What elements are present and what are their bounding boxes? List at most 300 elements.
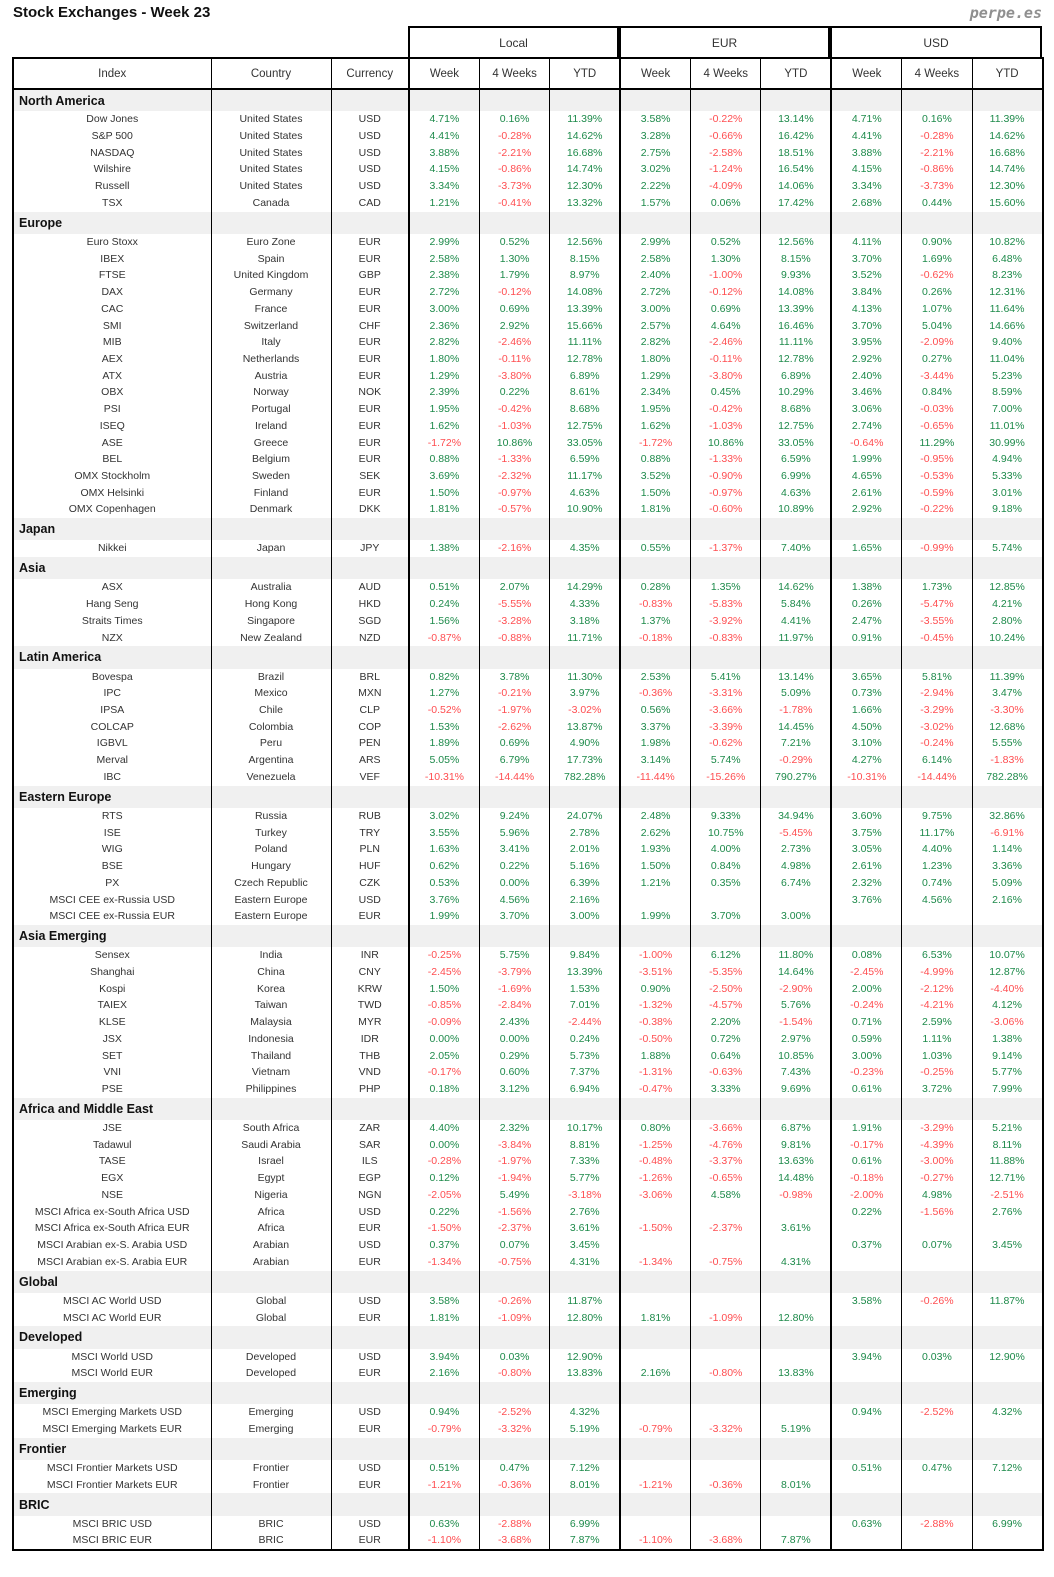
value-cell: 6.39% bbox=[550, 875, 620, 892]
value-cell: 11.87% bbox=[972, 1293, 1042, 1310]
value-cell: 5.81% bbox=[902, 669, 972, 686]
currency-cell: EUR bbox=[331, 1532, 409, 1550]
section-band-cell bbox=[409, 786, 479, 808]
section-band-cell bbox=[620, 925, 690, 947]
value-cell: 8.01% bbox=[550, 1477, 620, 1494]
section-band-cell bbox=[211, 1271, 331, 1293]
value-cell: 1.91% bbox=[831, 1120, 901, 1137]
value-cell bbox=[761, 1404, 831, 1421]
currency-cell: HKD bbox=[331, 596, 409, 613]
value-cell: -3.18% bbox=[550, 1187, 620, 1204]
value-cell: 0.61% bbox=[831, 1081, 901, 1098]
value-cell: 0.91% bbox=[831, 630, 901, 647]
section-band-cell bbox=[972, 1326, 1042, 1348]
currency-cell: MXN bbox=[331, 685, 409, 702]
value-cell bbox=[902, 1421, 972, 1438]
index-cell: NSE bbox=[13, 1187, 211, 1204]
value-cell: 4.50% bbox=[831, 719, 901, 736]
value-cell: 6.79% bbox=[479, 752, 549, 769]
table-row bbox=[13, 1170, 1043, 1187]
table-row bbox=[13, 540, 1043, 557]
value-cell: 1.89% bbox=[409, 735, 479, 752]
value-cell: -2.58% bbox=[691, 145, 761, 162]
country-cell: France bbox=[211, 301, 331, 318]
section-band-cell bbox=[831, 1271, 901, 1293]
value-cell: 11.39% bbox=[972, 669, 1042, 686]
value-cell: 12.85% bbox=[972, 579, 1042, 596]
table-row bbox=[13, 468, 1043, 485]
value-cell: 2.78% bbox=[550, 825, 620, 842]
value-cell: 12.56% bbox=[761, 234, 831, 251]
currency-cell: TWD bbox=[331, 997, 409, 1014]
section-header-row bbox=[13, 1382, 1043, 1404]
value-cell: 0.52% bbox=[691, 234, 761, 251]
table-row bbox=[13, 579, 1043, 596]
section-band-cell bbox=[972, 212, 1042, 234]
value-cell: 8.23% bbox=[972, 267, 1042, 284]
value-cell: -0.52% bbox=[409, 702, 479, 719]
value-cell: 3.47% bbox=[972, 685, 1042, 702]
country-cell: Mexico bbox=[211, 685, 331, 702]
value-cell: 3.70% bbox=[479, 908, 549, 925]
value-cell: -0.87% bbox=[409, 630, 479, 647]
index-cell: Hang Seng bbox=[13, 596, 211, 613]
value-cell: 3.01% bbox=[972, 485, 1042, 502]
value-cell: 8.01% bbox=[761, 1477, 831, 1494]
value-cell: 0.64% bbox=[691, 1048, 761, 1065]
value-cell bbox=[831, 1254, 901, 1271]
table-row bbox=[13, 875, 1043, 892]
section-band-cell bbox=[211, 925, 331, 947]
value-cell: -14.44% bbox=[902, 769, 972, 786]
table-row bbox=[13, 1204, 1043, 1221]
value-cell: 7.33% bbox=[550, 1153, 620, 1170]
value-cell: 0.26% bbox=[902, 284, 972, 301]
country-cell: China bbox=[211, 964, 331, 981]
value-cell: 13.63% bbox=[761, 1153, 831, 1170]
value-cell: 4.32% bbox=[972, 1404, 1042, 1421]
currency-cell: TRY bbox=[331, 825, 409, 842]
value-cell: -0.59% bbox=[902, 485, 972, 502]
country-cell: Philippines bbox=[211, 1081, 331, 1098]
index-cell: NASDAQ bbox=[13, 145, 211, 162]
section-band-cell bbox=[620, 557, 690, 579]
currency-cell: EUR bbox=[331, 401, 409, 418]
value-cell: 3.00% bbox=[550, 908, 620, 925]
section-band-cell bbox=[409, 1098, 479, 1120]
value-cell: -1.26% bbox=[620, 1170, 690, 1187]
country-cell: Singapore bbox=[211, 613, 331, 630]
section-header-row bbox=[13, 212, 1043, 234]
currency-cell: NGN bbox=[331, 1187, 409, 1204]
value-cell: 1.14% bbox=[972, 841, 1042, 858]
value-cell: -0.99% bbox=[902, 540, 972, 557]
value-cell: -2.05% bbox=[409, 1187, 479, 1204]
index-cell: Shanghai bbox=[13, 964, 211, 981]
value-cell: -5.55% bbox=[479, 596, 549, 613]
value-cell: -3.80% bbox=[479, 368, 549, 385]
value-cell: 2.32% bbox=[831, 875, 901, 892]
section-band-cell bbox=[331, 646, 409, 668]
value-cell: 3.46% bbox=[831, 384, 901, 401]
table-row bbox=[13, 719, 1043, 736]
section-band-cell bbox=[409, 1382, 479, 1404]
value-cell: -3.06% bbox=[620, 1187, 690, 1204]
value-cell: 11.64% bbox=[972, 301, 1042, 318]
value-cell: 3.94% bbox=[831, 1349, 901, 1366]
value-cell: 3.18% bbox=[550, 613, 620, 630]
value-cell: -3.32% bbox=[479, 1421, 549, 1438]
table-row bbox=[13, 435, 1043, 452]
value-cell: -3.44% bbox=[902, 368, 972, 385]
value-cell: 11.11% bbox=[761, 334, 831, 351]
table-row bbox=[13, 401, 1043, 418]
country-cell: Turkey bbox=[211, 825, 331, 842]
table-row bbox=[13, 145, 1043, 162]
value-cell: 5.16% bbox=[550, 858, 620, 875]
index-cell: IGBVL bbox=[13, 735, 211, 752]
country-cell: United States bbox=[211, 161, 331, 178]
value-cell bbox=[902, 1532, 972, 1550]
value-cell: 5.41% bbox=[691, 669, 761, 686]
section-band-cell bbox=[620, 89, 690, 111]
index-cell: FTSE bbox=[13, 267, 211, 284]
value-cell bbox=[972, 1477, 1042, 1494]
section-band-cell bbox=[620, 1326, 690, 1348]
value-cell: -3.37% bbox=[691, 1153, 761, 1170]
currency-cell: EUR bbox=[331, 368, 409, 385]
country-cell: Emerging bbox=[211, 1404, 331, 1421]
value-cell: -0.11% bbox=[479, 351, 549, 368]
value-cell: 0.45% bbox=[691, 384, 761, 401]
value-cell: 4.71% bbox=[831, 111, 901, 128]
value-cell: 9.75% bbox=[902, 808, 972, 825]
value-cell: 0.00% bbox=[409, 1031, 479, 1048]
table-row bbox=[13, 630, 1043, 647]
value-cell: 7.12% bbox=[972, 1460, 1042, 1477]
value-cell: 4.31% bbox=[761, 1254, 831, 1271]
value-cell: 3.33% bbox=[691, 1081, 761, 1098]
value-cell: -2.45% bbox=[409, 964, 479, 981]
section-band-cell bbox=[331, 1493, 409, 1515]
value-cell: 2.43% bbox=[479, 1014, 549, 1031]
value-cell: -0.24% bbox=[902, 735, 972, 752]
section-band-cell bbox=[409, 518, 479, 540]
value-cell: 13.39% bbox=[550, 301, 620, 318]
section-band-cell bbox=[831, 786, 901, 808]
currency-cell: USD bbox=[331, 1349, 409, 1366]
value-cell: 14.64% bbox=[761, 964, 831, 981]
value-cell: -0.64% bbox=[831, 435, 901, 452]
value-cell: 790.27% bbox=[761, 769, 831, 786]
section-band-cell bbox=[831, 925, 901, 947]
table-row bbox=[13, 908, 1043, 925]
value-cell: 0.69% bbox=[479, 735, 549, 752]
index-cell: MSCI Emerging Markets EUR bbox=[13, 1421, 211, 1438]
value-cell: 4.21% bbox=[972, 596, 1042, 613]
value-cell: 2.58% bbox=[620, 251, 690, 268]
section-band-cell bbox=[761, 1326, 831, 1348]
section-band-cell bbox=[761, 1098, 831, 1120]
col-header-eur-week: Week bbox=[620, 58, 690, 89]
value-cell: 4.58% bbox=[691, 1187, 761, 1204]
value-cell: -0.95% bbox=[902, 451, 972, 468]
value-cell: 7.87% bbox=[761, 1532, 831, 1550]
section-band-cell bbox=[550, 1098, 620, 1120]
currency-cell: USD bbox=[331, 1404, 409, 1421]
value-cell: 0.47% bbox=[479, 1460, 549, 1477]
section-header-row bbox=[13, 1438, 1043, 1460]
value-cell: -4.57% bbox=[691, 997, 761, 1014]
value-cell: 12.90% bbox=[550, 1349, 620, 1366]
country-cell: Developed bbox=[211, 1349, 331, 1366]
value-cell: 3.12% bbox=[479, 1081, 549, 1098]
value-cell: 1.57% bbox=[620, 195, 690, 212]
value-cell: 8.97% bbox=[550, 267, 620, 284]
value-cell: 12.30% bbox=[972, 178, 1042, 195]
value-cell: -0.83% bbox=[620, 596, 690, 613]
value-cell: -1.03% bbox=[479, 418, 549, 435]
value-cell: 9.84% bbox=[550, 947, 620, 964]
value-cell: 0.03% bbox=[902, 1349, 972, 1366]
value-cell bbox=[972, 908, 1042, 925]
section-band-cell bbox=[409, 557, 479, 579]
currency-cell: HUF bbox=[331, 858, 409, 875]
section-band-cell bbox=[761, 1382, 831, 1404]
value-cell: 10.07% bbox=[972, 947, 1042, 964]
value-cell: 13.32% bbox=[550, 195, 620, 212]
value-cell: 6.59% bbox=[550, 451, 620, 468]
value-cell: 4.41% bbox=[831, 128, 901, 145]
index-cell: PX bbox=[13, 875, 211, 892]
value-cell: -4.99% bbox=[902, 964, 972, 981]
value-cell: 6.59% bbox=[761, 451, 831, 468]
value-cell: 0.28% bbox=[620, 579, 690, 596]
table-row bbox=[13, 485, 1043, 502]
table-row bbox=[13, 1187, 1043, 1204]
index-cell: PSE bbox=[13, 1081, 211, 1098]
country-cell: Nigeria bbox=[211, 1187, 331, 1204]
value-cell: 12.87% bbox=[972, 964, 1042, 981]
section-band-cell bbox=[902, 1271, 972, 1293]
value-cell: 0.59% bbox=[831, 1031, 901, 1048]
value-cell: 5.77% bbox=[972, 1064, 1042, 1081]
value-cell: -3.68% bbox=[479, 1532, 549, 1550]
value-cell: 1.07% bbox=[902, 301, 972, 318]
table-row bbox=[13, 1477, 1043, 1494]
value-cell: 0.26% bbox=[831, 596, 901, 613]
section-band-cell bbox=[620, 1098, 690, 1120]
value-cell: 3.97% bbox=[550, 685, 620, 702]
index-cell: ASX bbox=[13, 579, 211, 596]
value-cell bbox=[902, 908, 972, 925]
value-cell: 3.58% bbox=[831, 1293, 901, 1310]
section-label: Asia bbox=[13, 557, 211, 579]
section-label: North America bbox=[13, 89, 211, 111]
value-cell: 3.84% bbox=[831, 284, 901, 301]
value-cell: 0.27% bbox=[902, 351, 972, 368]
section-band-cell bbox=[331, 1382, 409, 1404]
currency-cell: NZD bbox=[331, 630, 409, 647]
value-cell: 1.21% bbox=[620, 875, 690, 892]
value-cell: 2.36% bbox=[409, 318, 479, 335]
value-cell: 0.55% bbox=[620, 540, 690, 557]
section-band-cell bbox=[691, 518, 761, 540]
currency-cell: COP bbox=[331, 719, 409, 736]
value-cell: -2.37% bbox=[479, 1220, 549, 1237]
table-row bbox=[13, 1365, 1043, 1382]
value-cell: 0.47% bbox=[902, 1460, 972, 1477]
value-cell bbox=[620, 1404, 690, 1421]
value-cell: -0.85% bbox=[409, 997, 479, 1014]
section-band-cell bbox=[902, 1438, 972, 1460]
table-row bbox=[13, 596, 1043, 613]
value-cell: -5.83% bbox=[691, 596, 761, 613]
value-cell: -1.56% bbox=[902, 1204, 972, 1221]
value-cell: -0.86% bbox=[902, 161, 972, 178]
value-cell: 2.92% bbox=[831, 501, 901, 518]
value-cell: 1.27% bbox=[409, 685, 479, 702]
index-cell: MSCI World EUR bbox=[13, 1365, 211, 1382]
group-header-eur: EUR bbox=[619, 26, 830, 57]
value-cell: -6.91% bbox=[972, 825, 1042, 842]
value-cell: -0.21% bbox=[479, 685, 549, 702]
value-cell: 1.99% bbox=[831, 451, 901, 468]
value-cell: 0.62% bbox=[409, 858, 479, 875]
currency-cell: JPY bbox=[331, 540, 409, 557]
value-cell: 0.16% bbox=[902, 111, 972, 128]
value-cell: 13.39% bbox=[550, 964, 620, 981]
site-logo[interactable]: perpe.es bbox=[969, 4, 1042, 22]
table-row bbox=[13, 1349, 1043, 1366]
country-cell: Spain bbox=[211, 251, 331, 268]
value-cell: 3.94% bbox=[409, 1349, 479, 1366]
value-cell bbox=[620, 1237, 690, 1254]
currency-cell: VND bbox=[331, 1064, 409, 1081]
value-cell bbox=[831, 1421, 901, 1438]
table-row bbox=[13, 351, 1043, 368]
stock-exchanges-table bbox=[12, 57, 1044, 1551]
value-cell: 1.29% bbox=[409, 368, 479, 385]
value-cell bbox=[761, 892, 831, 909]
value-cell: 1.38% bbox=[831, 579, 901, 596]
table-row bbox=[13, 1081, 1043, 1098]
value-cell: -0.26% bbox=[902, 1293, 972, 1310]
value-cell: 0.69% bbox=[691, 301, 761, 318]
value-cell: 5.05% bbox=[409, 752, 479, 769]
section-band-cell bbox=[331, 557, 409, 579]
value-cell: 11.30% bbox=[550, 669, 620, 686]
value-cell: 9.18% bbox=[972, 501, 1042, 518]
value-cell: -2.62% bbox=[479, 719, 549, 736]
section-band-cell bbox=[691, 557, 761, 579]
value-cell bbox=[761, 1293, 831, 1310]
value-cell: -0.75% bbox=[479, 1254, 549, 1271]
country-cell: Australia bbox=[211, 579, 331, 596]
index-cell: Straits Times bbox=[13, 613, 211, 630]
section-band-cell bbox=[620, 1382, 690, 1404]
col-header-index: Index bbox=[13, 58, 211, 89]
currency-cell: INR bbox=[331, 947, 409, 964]
column-header-row bbox=[13, 58, 1043, 89]
value-cell: 13.14% bbox=[761, 669, 831, 686]
value-cell: 4.35% bbox=[550, 540, 620, 557]
value-cell: 3.14% bbox=[620, 752, 690, 769]
value-cell: 7.01% bbox=[550, 997, 620, 1014]
value-cell: 3.95% bbox=[831, 334, 901, 351]
value-cell: -3.30% bbox=[972, 702, 1042, 719]
table-row bbox=[13, 1220, 1043, 1237]
section-band-cell bbox=[902, 1382, 972, 1404]
table-row bbox=[13, 1254, 1043, 1271]
value-cell: 11.29% bbox=[902, 435, 972, 452]
value-cell: 14.62% bbox=[972, 128, 1042, 145]
value-cell: -3.32% bbox=[691, 1421, 761, 1438]
value-cell: 4.90% bbox=[550, 735, 620, 752]
table-row bbox=[13, 1460, 1043, 1477]
group-header-local: Local bbox=[408, 26, 619, 57]
country-cell: Sweden bbox=[211, 468, 331, 485]
group-header-usd: USD bbox=[830, 26, 1042, 57]
value-cell: 3.34% bbox=[409, 178, 479, 195]
value-cell: 14.48% bbox=[761, 1170, 831, 1187]
col-header-currency: Currency bbox=[331, 58, 409, 89]
value-cell: 14.74% bbox=[972, 161, 1042, 178]
country-cell: Emerging bbox=[211, 1421, 331, 1438]
value-cell: 1.99% bbox=[409, 908, 479, 925]
section-band-cell bbox=[211, 212, 331, 234]
index-cell: AEX bbox=[13, 351, 211, 368]
value-cell: -1.24% bbox=[691, 161, 761, 178]
col-header-eur-4weeks: 4 Weeks bbox=[691, 58, 761, 89]
value-cell: -4.76% bbox=[691, 1137, 761, 1154]
index-cell: IPC bbox=[13, 685, 211, 702]
value-cell: 4.27% bbox=[831, 752, 901, 769]
value-cell: 0.52% bbox=[479, 234, 549, 251]
section-band-cell bbox=[972, 925, 1042, 947]
value-cell: 16.68% bbox=[550, 145, 620, 162]
section-band-cell bbox=[691, 1493, 761, 1515]
value-cell: 13.14% bbox=[761, 111, 831, 128]
section-band-cell bbox=[211, 786, 331, 808]
section-band-cell bbox=[902, 1098, 972, 1120]
value-cell: 6.99% bbox=[972, 1516, 1042, 1533]
col-header-eur-ytd: YTD bbox=[761, 58, 831, 89]
section-band-cell bbox=[331, 925, 409, 947]
table-wrap bbox=[12, 26, 1042, 1551]
section-band-cell bbox=[902, 212, 972, 234]
value-cell: 14.29% bbox=[550, 579, 620, 596]
section-band-cell bbox=[691, 1382, 761, 1404]
value-cell: 12.68% bbox=[972, 719, 1042, 736]
value-cell: 3.41% bbox=[479, 841, 549, 858]
value-cell bbox=[691, 1204, 761, 1221]
index-cell: IBC bbox=[13, 769, 211, 786]
value-cell: 5.49% bbox=[479, 1187, 549, 1204]
value-cell: 10.17% bbox=[550, 1120, 620, 1137]
currency-cell: USD bbox=[331, 1516, 409, 1533]
value-cell: -10.31% bbox=[409, 769, 479, 786]
table-row bbox=[13, 1532, 1043, 1550]
value-cell bbox=[972, 1254, 1042, 1271]
value-cell: -4.39% bbox=[902, 1137, 972, 1154]
index-cell: MIB bbox=[13, 334, 211, 351]
value-cell: -2.50% bbox=[691, 981, 761, 998]
value-cell bbox=[972, 1421, 1042, 1438]
value-cell: 6.89% bbox=[550, 368, 620, 385]
value-cell: 0.61% bbox=[831, 1153, 901, 1170]
value-cell: 1.81% bbox=[409, 501, 479, 518]
